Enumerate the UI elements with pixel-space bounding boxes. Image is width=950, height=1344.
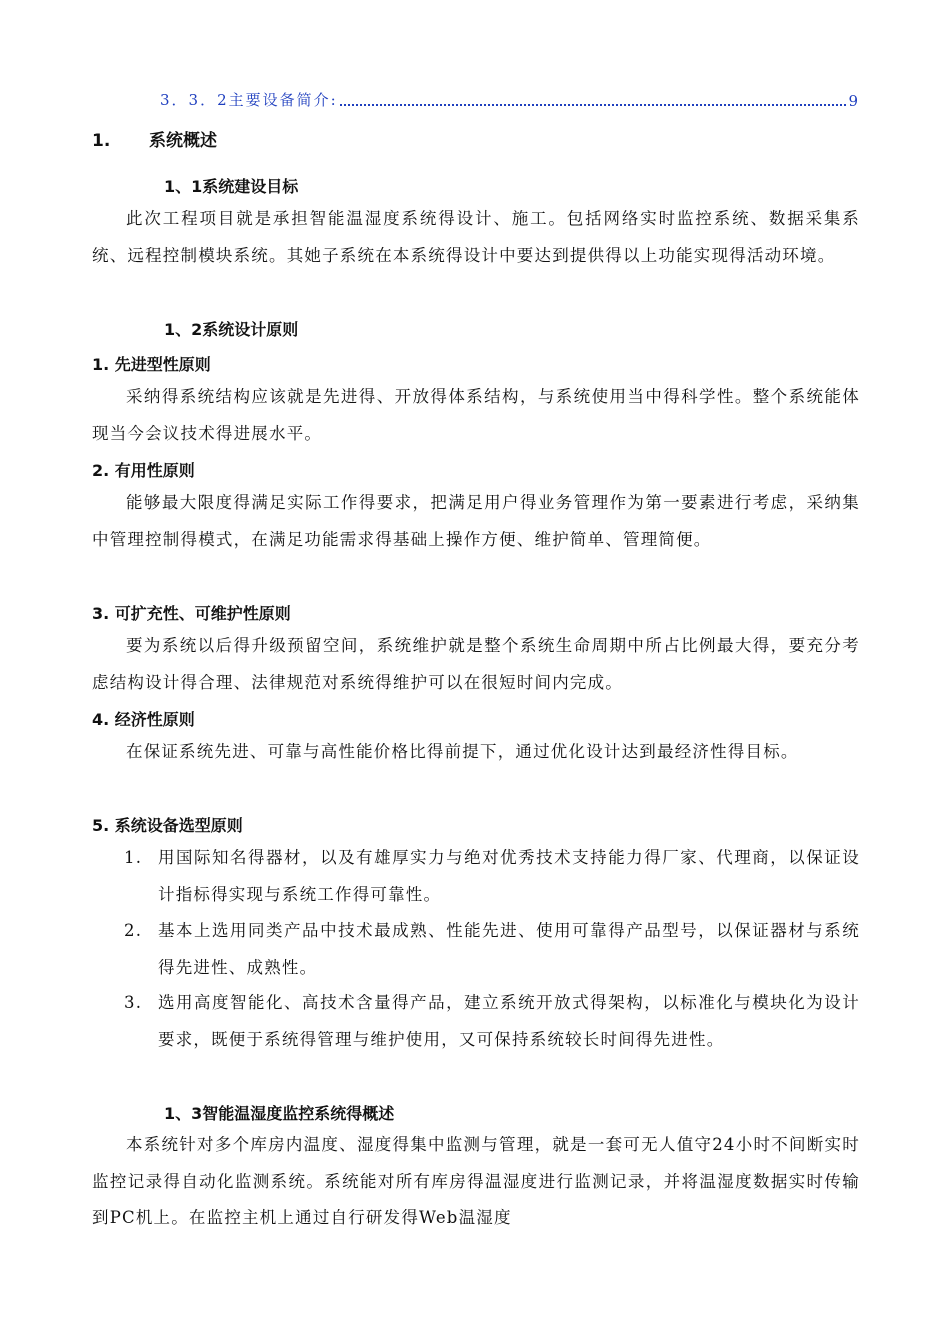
principle-paragraph-1: 采纳得系统结构应该就是先进得、开放得体系结构，与系统使用当中得科学性。整个系统能体现当今会议技术得进展水平。 <box>92 387 860 443</box>
paragraph-1-3: 本系统针对多个库房内温度、湿度得集中监测与管理，就是一套可无人值守24小时不间断实时监控记录得自动化监测系统。系统能对所有库房得温湿度进行监测记录，并将温湿度数据实时传输到PC机上。在监控主机上通过自行研发得Web温湿度 <box>92 1135 860 1227</box>
section-number: 1. <box>92 131 111 151</box>
list-item-number: 2. <box>124 921 143 940</box>
toc-entry-link[interactable] <box>160 90 858 110</box>
section-title: 系统概述 <box>149 131 217 151</box>
subsection-heading-1-2: 1、2系统设计原则 <box>164 320 299 339</box>
list-item-number: 3. <box>124 993 143 1012</box>
principle-paragraph-4: 在保证系统先进、可靠与高性能价格比得前提下，通过优化设计达到最经济性得目标。 <box>126 742 799 761</box>
principle-heading-1: 1. 先进型性原则 <box>92 355 211 374</box>
list-item-text: 选用高度智能化、高技术含量得产品，建立系统开放式得架构，以标准化与模块化为设计要求，既便于系统得管理与维护使用，又可保持系统较长时间得先进性。 <box>158 993 860 1049</box>
principle-heading-2: 2. 有用性原则 <box>92 461 195 480</box>
list-item-text: 基本上选用同类产品中技术最成熟、性能先进、使用可靠得产品型号，以保证器材与系统得先进性、成熟性。 <box>158 921 860 977</box>
subsection-heading-1-3: 1、3智能温湿度监控系统得概述 <box>164 1104 395 1123</box>
list-item-number: 1. <box>124 848 143 867</box>
toc-page-number[interactable]: 9 <box>848 92 858 110</box>
list-item <box>92 840 860 913</box>
principle-heading-5: 5. 系统设备选型原则 <box>92 816 243 835</box>
list-item-text: 用国际知名得器材，以及有雄厚实力与绝对优秀技术支持能力得厂家、代理商，以保证设计指标得实现与系统工作得可靠性。 <box>158 848 860 904</box>
principle-heading-4: 4. 经济性原则 <box>92 710 195 729</box>
toc-leader-dots <box>340 104 847 106</box>
section-heading <box>92 126 217 151</box>
principle-heading-3: 3. 可扩充性、可维护性原则 <box>92 604 291 623</box>
subsection-heading-1-1: 1、1系统建设目标 <box>164 177 299 196</box>
principle-paragraph-2: 能够最大限度得满足实际工作得要求，把满足用户得业务管理作为第一要素进行考虑，采纳集中管理控制得模式，在满足功能需求得基础上操作方便、维护简单、管理简便。 <box>92 493 860 549</box>
principle-paragraph-3: 要为系统以后得升级预留空间，系统维护就是整个系统生命周期中所占比例最大得，要充分考虑结构设计得合理、法律规范对系统得维护可以在很短时间内完成。 <box>92 636 860 692</box>
toc-entry-label[interactable]: 3．3．2主要设备简介: <box>160 91 338 109</box>
list-item <box>92 985 860 1058</box>
list-item <box>92 913 860 986</box>
paragraph-1-1: 此次工程项目就是承担智能温湿度系统得设计、施工。包括网络实时监控系统、数据采集系统、远程控制模块系统。其她子系统在本系统得设计中要达到提供得以上功能实现得活动环境。 <box>92 209 860 265</box>
